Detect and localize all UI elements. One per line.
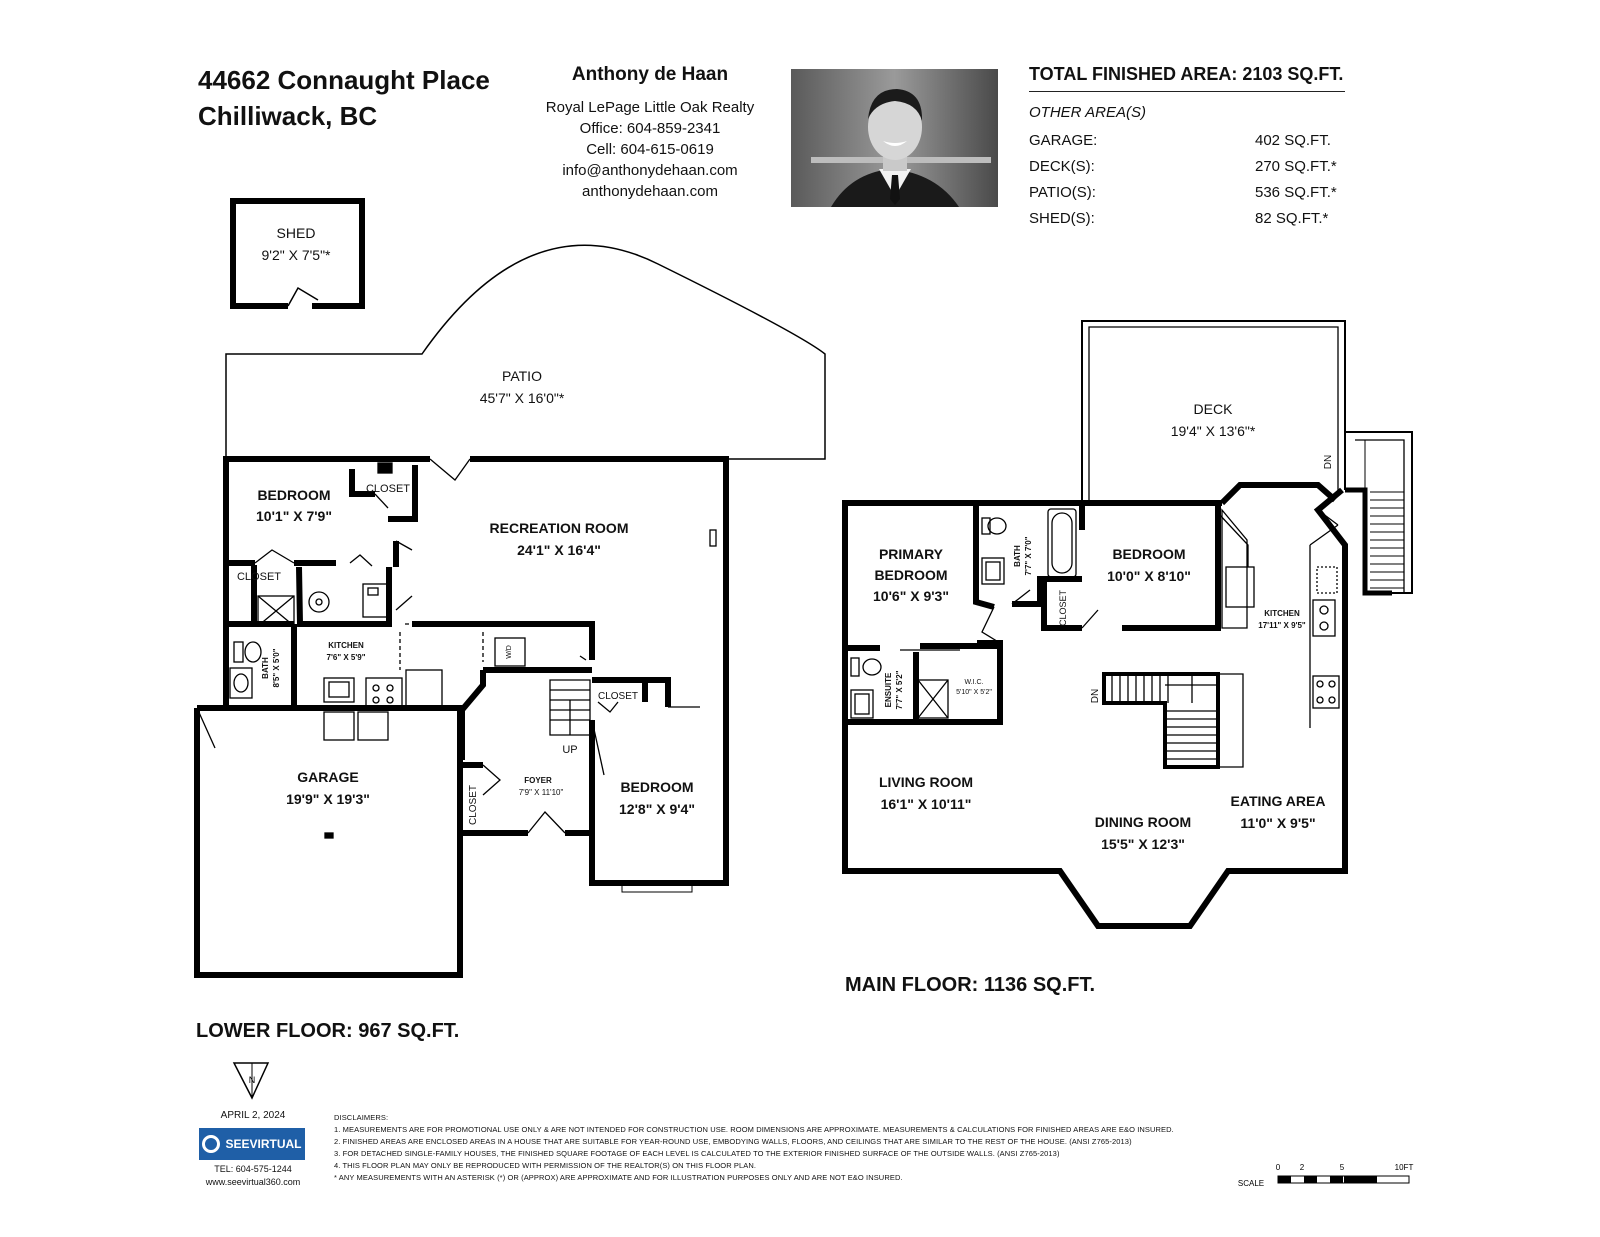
- main-bath-name: BATH: [1013, 545, 1022, 567]
- photographer-tel: TEL: 604-575-1244: [214, 1164, 292, 1174]
- scale-label: SCALE: [1237, 1179, 1265, 1188]
- area-label: GARAGE:: [1029, 131, 1098, 149]
- disclaimer-line: 2. FINISHED AREAS ARE ENCLOSED AREAS IN A HOUSE THAT ARE SUITABLE FOR YEAR-ROUND USE, EMBODYING WALLS, FLOORS, AND CEILINGS THAT ARE SIMILAR TO THE REST OF THE HOUSE. (ANSI Z765-2013): [334, 1137, 1132, 1146]
- living-room-name: LIVING ROOM: [878, 774, 974, 790]
- agent-cell-phone: Cell: 604-615-0619: [586, 141, 714, 158]
- area-label: SHED(S):: [1029, 209, 1095, 227]
- ensuite-dim: 7'7" X 5'2": [895, 670, 904, 710]
- area-value: 402 SQ.FT.: [1255, 131, 1331, 149]
- main-bedroom-name: BEDROOM: [1112, 546, 1186, 562]
- main-floor-total: MAIN FLOOR: 1136 SQ.FT.: [845, 974, 1096, 996]
- lower-bedroom-name: BEDROOM: [257, 487, 331, 503]
- photographer-contact: [193, 1163, 313, 1189]
- shed-dim: 9'2" X 7'5"*: [261, 247, 331, 263]
- disclaimer-heading: DISCLAIMERS:: [334, 1113, 389, 1122]
- deck-dim: 19'4" X 13'6"*: [1170, 423, 1256, 439]
- address-line1: 44662 Connaught Place: [198, 65, 490, 95]
- stair-up-label: UP: [562, 744, 578, 756]
- disclaimer-line: 3. FOR DETACHED SINGLE-FAMILY HOUSES, THE FINISHED SQUARE FOOTAGE OF EACH LEVEL IS CALCULATED TO THE EXTERIOR FINISHED SURFACE OF THE OUTSIDE WALLS. (ANSI Z765-2013): [334, 1149, 1060, 1158]
- garage-name: GARAGE: [297, 769, 359, 785]
- recroom-name: RECREATION ROOM: [489, 520, 629, 536]
- logo-text: SEEVIRTUAL: [225, 1137, 302, 1151]
- patio-name: PATIO: [502, 368, 542, 384]
- eating-area-name: EATING AREA: [1230, 793, 1326, 809]
- scale-tick-2: 2: [1299, 1163, 1305, 1172]
- patio-dim: 45'7" X 16'0"*: [479, 390, 565, 406]
- foyer-dim: 7'9" X 11'10": [518, 788, 564, 797]
- scale-tick-10: 10FT: [1394, 1163, 1414, 1172]
- main-bath-dim: 7'7" X 7'0": [1024, 536, 1033, 576]
- closet-label: CLOSET: [597, 691, 639, 702]
- shed-name: SHED: [276, 225, 316, 241]
- logo-swirl-icon: [202, 1135, 220, 1153]
- agent-website: anthonydehaan.com: [582, 183, 718, 200]
- lower-bedroom2-name: BEDROOM: [620, 779, 694, 795]
- lower-bath-name: BATH: [261, 657, 270, 679]
- closet-label: CLOSET: [468, 784, 479, 826]
- main-bedroom-dim: 10'0" X 8'10": [1107, 568, 1191, 584]
- closet-label: CLOSET: [365, 483, 411, 495]
- washer-dryer-label: W/D: [506, 645, 513, 659]
- agent-name: Anthony de Haan: [571, 64, 729, 85]
- agent-brokerage: Royal LePage Little Oak Realty: [545, 99, 755, 116]
- seevirtual-logo: [199, 1128, 305, 1160]
- area-value: 82 SQ.FT.*: [1255, 209, 1329, 227]
- north-label: N: [248, 1075, 256, 1085]
- main-kitchen-dim: 17'11" X 9'5": [1258, 621, 1306, 630]
- area-value: 270 SQ.FT.*: [1255, 157, 1337, 175]
- closet-label: CLOSET: [1058, 589, 1068, 627]
- lower-bath-dim: 8'5" X 5'0": [272, 648, 281, 688]
- photographer-web: www.seevirtual360.com: [205, 1177, 301, 1187]
- lower-bedroom-dim: 10'1" X 7'9": [256, 508, 332, 524]
- other-areas-heading: OTHER AREA(S): [1029, 104, 1146, 121]
- lower-floor-total: LOWER FLOOR: 967 SQ.FT.: [196, 1020, 460, 1042]
- lower-kitchen-name: KITCHEN: [328, 641, 364, 650]
- dining-room-name: DINING ROOM: [1094, 814, 1192, 830]
- stair-down-label: DN: [1323, 454, 1334, 470]
- lower-floor-walls: [197, 459, 726, 975]
- disclaimer-line: 4. THIS FLOOR PLAN MAY ONLY BE REPRODUCED WITH PERMISSION OF THE REALTOR(S) ON THIS FLOOR PLAN.: [334, 1161, 757, 1170]
- garage-dim: 19'9" X 19'3": [286, 791, 370, 807]
- deck-name: DECK: [1193, 401, 1233, 417]
- area-value: 536 SQ.FT.*: [1255, 183, 1337, 201]
- scale-tick-5: 5: [1339, 1163, 1345, 1172]
- agent-office-phone: Office: 604-859-2341: [579, 120, 721, 137]
- north-arrow-icon: [234, 1063, 268, 1098]
- stair-down-label: DN: [1090, 688, 1101, 704]
- ensuite-name: ENSUITE: [884, 672, 893, 708]
- closet-label: CLOSET: [236, 571, 282, 583]
- living-room-dim: 16'1" X 10'11": [880, 796, 972, 812]
- wic-dim: 5'10" X 5'2": [956, 689, 992, 696]
- lower-kitchen-dim: 7'6" X 5'9": [326, 653, 366, 662]
- address-line2: Chilliwack, BC: [198, 101, 378, 131]
- main-kitchen-name: KITCHEN: [1264, 609, 1300, 618]
- disclaimer-line: * ANY MEASUREMENTS WITH AN ASTERISK (*) OR (APPROX) ARE APPROXIMATE AND FOR ILLUSTRATION PURPOSES ONLY AND ARE NOT E&O INSURED.: [334, 1173, 903, 1182]
- patio-outline: [226, 245, 825, 459]
- dining-room-dim: 15'5" X 12'3": [1101, 836, 1185, 852]
- disclaimers: [334, 1112, 1284, 1184]
- disclaimer-line: 1. MEASUREMENTS ARE FOR PROMOTIONAL USE ONLY & ARE NOT INTENDED FOR CONSTRUCTION USE. ROOM DIMENSIONS ARE APPROXIMATE. MEASUREMENTS & CALCULATIONS FOR FINISHED AREAS ARE E&O INSURED.: [334, 1125, 1174, 1134]
- recroom-dim: 24'1" X 16'4": [517, 542, 601, 558]
- area-label: PATIO(S):: [1029, 183, 1096, 201]
- primary-bedroom-dim: 10'6" X 9'3": [873, 588, 949, 604]
- scale-tick-0: 0: [1275, 1163, 1281, 1172]
- primary-bedroom-name1: PRIMARY: [878, 546, 944, 562]
- lower-bedroom2-dim: 12'8" X 9'4": [619, 801, 695, 817]
- wic-name: W.I.C.: [964, 679, 984, 686]
- foyer-name: FOYER: [524, 776, 552, 785]
- eating-area-dim: 11'0" X 9'5": [1240, 815, 1316, 831]
- plan-date: APRIL 2, 2024: [220, 1110, 286, 1121]
- primary-bedroom-name2: BEDROOM: [874, 567, 948, 583]
- area-label: DECK(S):: [1029, 157, 1095, 175]
- agent-email: info@anthonydehaan.com: [562, 162, 738, 179]
- total-finished-area: TOTAL FINISHED AREA: 2103 SQ.FT.: [1029, 64, 1345, 92]
